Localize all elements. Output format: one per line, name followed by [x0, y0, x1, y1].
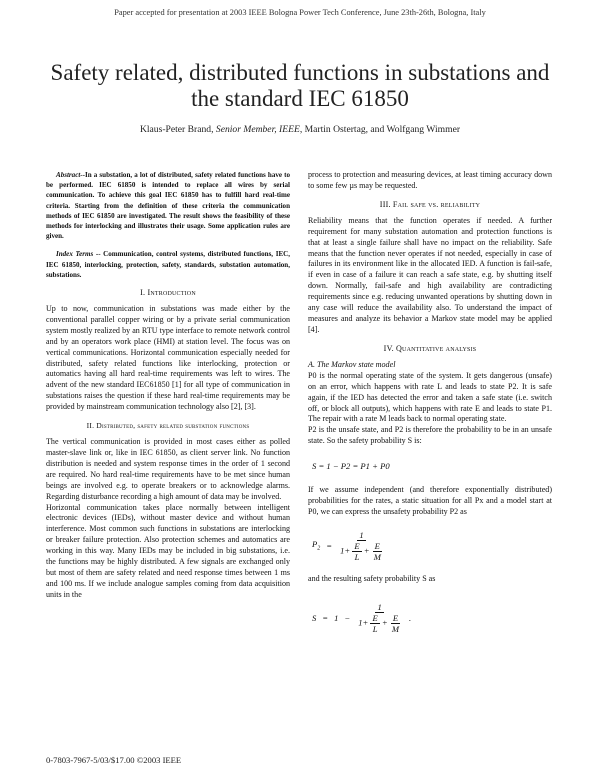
author-names: Klaus-Peter Brand,	[139, 124, 216, 135]
section-heading-distributed-functions: II. Distributed, safety related substation functions	[86, 421, 250, 431]
right-column	[308, 170, 552, 651]
distributed-paragraph-3: process to protection and measuring devices, at least timing accuracy down to some few µs may be requested.	[308, 170, 552, 190]
index-terms-text: -- Communication, control systems, distributed functions, IEC, IEC 61850, interlocking, protection, safety, standards, substation automation, substations.	[46, 250, 290, 279]
equation-safety-probability: S = 1 − P2 = P1 + P0	[312, 461, 390, 472]
section-heading-fail-safe: III. Fail safe vs. reliability	[379, 199, 481, 209]
eq-equals-2: =	[322, 612, 329, 623]
distributed-paragraph-2: Horizontal communication takes place normally between intelligent electronic devices (IEDs), without master device and without human interference. Most common such functions in substations are interlocking or breaker failure protection. Also protection schemes and automatics are working in this way. Many IEDs may be included in big substations, i.e. the functions may be highly distributed. A few signals are exchanged only but most of them are safety related and need response times between 1 ms and 100 ms. If we include analogue samples coming from data acquisition units in the	[46, 502, 290, 599]
abstract-text: --In a substation, a lot of distributed, safety related functions have to be performed. IEC 61850 is intended to replace all wires by serial communication. To achieve this goal IEC 61850 has to fulfill hard real-time criteria. Starting from the definition of these criteria the communication methods of IEC 61850 are investigated. The result shows the feasibility of these methods for interlocking and illustrates their usage. Some application rules are given.	[46, 171, 290, 241]
section-heading-introduction: I. Introduction	[140, 288, 196, 298]
author-role: Senior Member, IEEE	[215, 124, 300, 135]
markov-paragraph-4: and the resulting safety probability S as	[308, 573, 436, 583]
eq-numerator: 1	[359, 529, 364, 540]
fail-safe-paragraph: Reliability means that the function operates if needed. A further requirement for many substation automation and protection functions is that at least a single failure shall have no impact on the reliability. Safe means that the function never operates if not needed, especially in case of failures in its environment like in the allocated IED. A function is fail-safe, if even in case of a failure it can reach a safe state, e.g. by shutting itself down. Normally, fail-safe and high availability are contradicting requirements since e.g. reducing unwanted operations by shutting down in any case will reduce the availability also. To understand the impact of measures and analyze its behavior a Markov state model may be applied [4].	[308, 215, 552, 334]
equation-safety: S = 1 − 1 1+ $\frac{E}{L}$ + $\frac{E}{M}$ .	[312, 601, 412, 634]
section-heading-quantitative-analysis: IV. Quantitative analysis	[383, 343, 477, 353]
author-names-rest: , Martin Ostertag, and Wolfgang Wimmer	[299, 124, 461, 135]
eq-denominator: 1+ $\frac{E}{L}$ + $\frac{E}{M}$	[340, 540, 381, 562]
distributed-paragraph-1: The vertical communication is provided in most cases either as polled master-slave link or, like in IEC 61850, as client server link. No function distribution is needed and system response times in the order of 1 second are required. No hard real-time requirements have to be met since human beings are involved e.g. to operate breakers or to acknowledge alarms. Regarding disturbance recording a high amount of data may be involved.	[46, 437, 290, 501]
eq-p2-symbol: $P_2$	[312, 539, 321, 553]
copyright-footer: 0-7803-7967-5/03/$17.00 ©2003 IEEE	[46, 755, 182, 765]
eq-fraction-outer	[338, 530, 385, 562]
markov-paragraph-2: P2 is the unsafe state, and P2 is therefore the probability to be in an unsafe state. So the safety probability S is:	[308, 425, 552, 446]
conference-header: Paper accepted for presentation at 2003 IEEE Bologna Power Tech Conference, June 23th-26th, Bologna, Italy	[114, 8, 486, 17]
eq-s-symbol: S	[312, 612, 317, 623]
author-line	[30, 124, 570, 135]
abstract	[46, 170, 290, 241]
index-terms-label: Index Terms	[56, 250, 94, 259]
index-terms	[46, 249, 290, 280]
markov-paragraph-1: P0 is the normal operating state of the system. It gets dangerous (unsafe) on an error, which happens with rate L and leads to state P2. It is safe again, if the IED has detected the error and taken a safe state (i.e. switch off, or block all outputs), which happens with rate E and leads to state P1. The repair with a rate M leads back to normal operating state.	[308, 370, 552, 424]
subsection-heading-markov: A. The Markov state model	[308, 359, 396, 369]
introduction-paragraph: Up to now, communication in substations was made either by the conventional parallel copper wiring or by a private serial communication system mostly realized by an RTU type interface to remote network control and by an operators work place (HMI) at station level. The focus was on vertical communications. Horizontal communication especially needed for distributed, safety related functions like interlocking, protection or automatics having all hard real-time requirements was left to wires. The advent of the new standard IEC61850 [1] for all type of communication in substations raises the question if these hard real-time requirements may be provided by mainstream communication technology also [2], [3].	[46, 304, 290, 412]
abstract-label: Abstract	[56, 171, 81, 179]
paper-title: Safety related, distributed functions in substations and the standard IEC 61850	[50, 60, 550, 111]
eq-fraction-outer-2: 1 1+ $\frac{E}{L}$ + $\frac{E}{M}$	[358, 601, 400, 634]
eq-minus: −	[344, 612, 351, 623]
left-column	[46, 170, 290, 601]
eq-one: 1	[334, 612, 339, 623]
eq-equals: =	[326, 540, 333, 551]
equation-unsafety	[312, 526, 552, 566]
markov-paragraph-3: If we assume independent (and therefore exponentially distributed) probabilities for the rates, a static situation for all Px and a model start at P0, we can express the unsafety probability P2 as	[308, 485, 552, 516]
